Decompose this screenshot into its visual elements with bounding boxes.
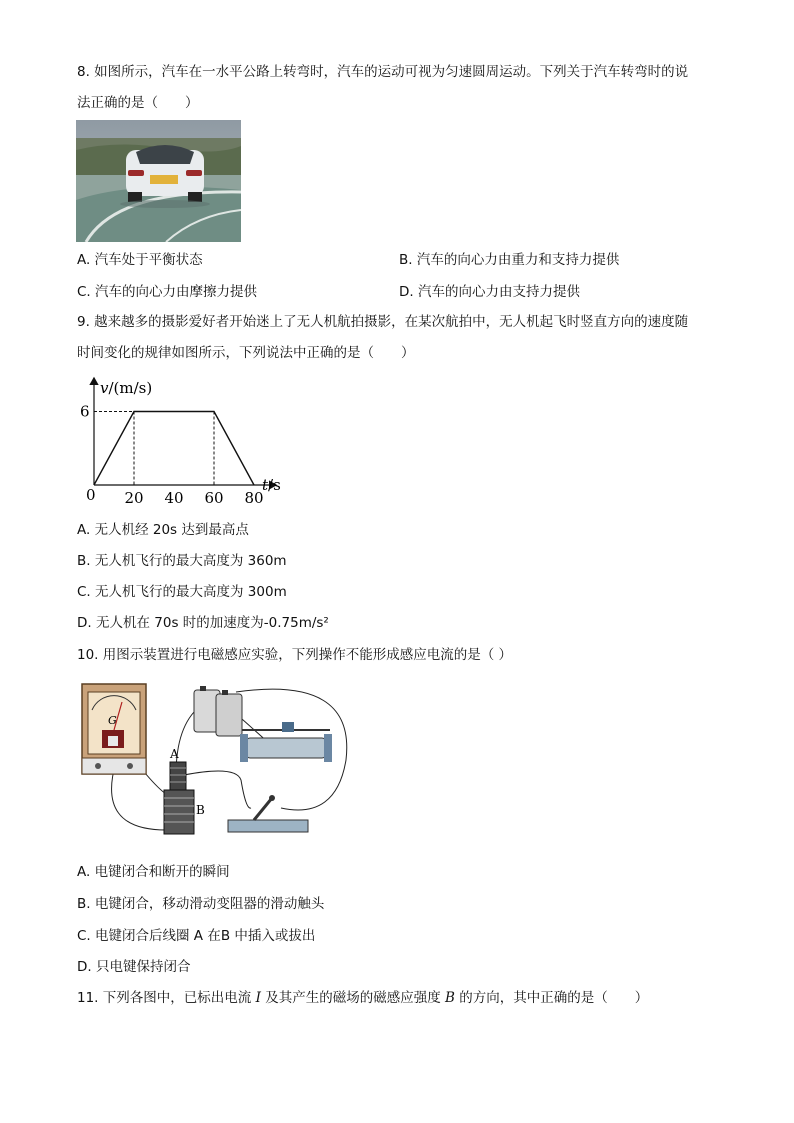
rheostat [246, 738, 326, 758]
coil-b-label: B [196, 803, 205, 817]
velocity-series-line [94, 412, 254, 486]
coil-a-label: A [170, 747, 179, 761]
q9-option-d: D. 无人机在 70s 时的加速度为-0.75m/s² [77, 615, 329, 631]
q8-option-a: A. 汽车处于平衡状态 [77, 252, 203, 268]
y-axis-label: v/(m/s) [100, 379, 153, 397]
q11-var-b: B [445, 990, 455, 1006]
q11-stem-suffix: 的方向，其中正确的是（ ） [454, 990, 649, 1006]
q8-option-c: C. 汽车的向心力由摩擦力提供 [77, 284, 258, 300]
q9-option-b: B. 无人机飞行的最大高度为 360m [77, 553, 287, 569]
coil-b [164, 790, 194, 834]
q10-option-a: A. 电键闭合和断开的瞬间 [77, 864, 230, 880]
q8-stem-line2: 法正确的是（ ） [77, 95, 199, 111]
q9-option-c: C. 无人机飞行的最大高度为 300m [77, 584, 287, 600]
q11-stem [77, 988, 648, 1008]
q9-option-a: A. 无人机经 20s 达到最高点 [77, 522, 249, 538]
x-tick-label: 40 [164, 489, 184, 507]
car-turning-illustration [76, 120, 241, 242]
switch-base [228, 820, 308, 832]
car-turning-photo [76, 120, 241, 242]
q8-option-d: D. 汽车的向心力由支持力提供 [399, 284, 580, 300]
q9-stem-line1: 9. 越来越多的摄影爱好者开始迷上了无人机航拍摄影，在某次航拍中，无人机起飞时竖直方向的速度随 [77, 314, 689, 330]
y-tick-label: 6 [80, 402, 90, 421]
q11-var-i: I [255, 990, 261, 1006]
x-tick-label: 20 [124, 489, 144, 507]
q10-option-b: B. 电键闭合，移动滑动变阻器的滑动触头 [77, 896, 325, 912]
x-tick-label: 60 [204, 489, 224, 507]
q10-option-c: C. 电键闭合后线圈 A 在B 中插入或拔出 [77, 928, 316, 944]
galvanometer-label: G [108, 714, 117, 727]
q11-stem-mid: 及其产生的磁场的磁感应强度 [260, 990, 445, 1006]
apparatus-illustration [76, 680, 366, 840]
q9-stem-line2: 时间变化的规律如图所示，下列说法中正确的是（ ） [77, 345, 415, 361]
q10-stem: 10. 用图示装置进行电磁感应实验，下列操作不能形成感应电流的是（ ） [77, 647, 513, 663]
velocity-time-svg [76, 372, 291, 512]
battery-cell-2 [216, 694, 242, 736]
q8-option-b: B. 汽车的向心力由重力和支持力提供 [399, 252, 620, 268]
q8-stem-line1: 8. 如图所示，汽车在一水平公路上转弯时，汽车的运动可视为匀速圆周运动。下列关于汽车转弯时的说 [77, 64, 689, 80]
x-tick-label: 80 [244, 489, 264, 507]
origin-label: 0 [86, 486, 96, 504]
electromagnetic-induction-apparatus [76, 680, 366, 840]
q11-stem-prefix: 11. 下列各图中，已标出电流 [77, 990, 256, 1006]
velocity-time-graph [76, 372, 291, 512]
q10-option-d: D. 只电键保持闭合 [77, 959, 191, 975]
x-axis-label: t/s [262, 476, 281, 494]
